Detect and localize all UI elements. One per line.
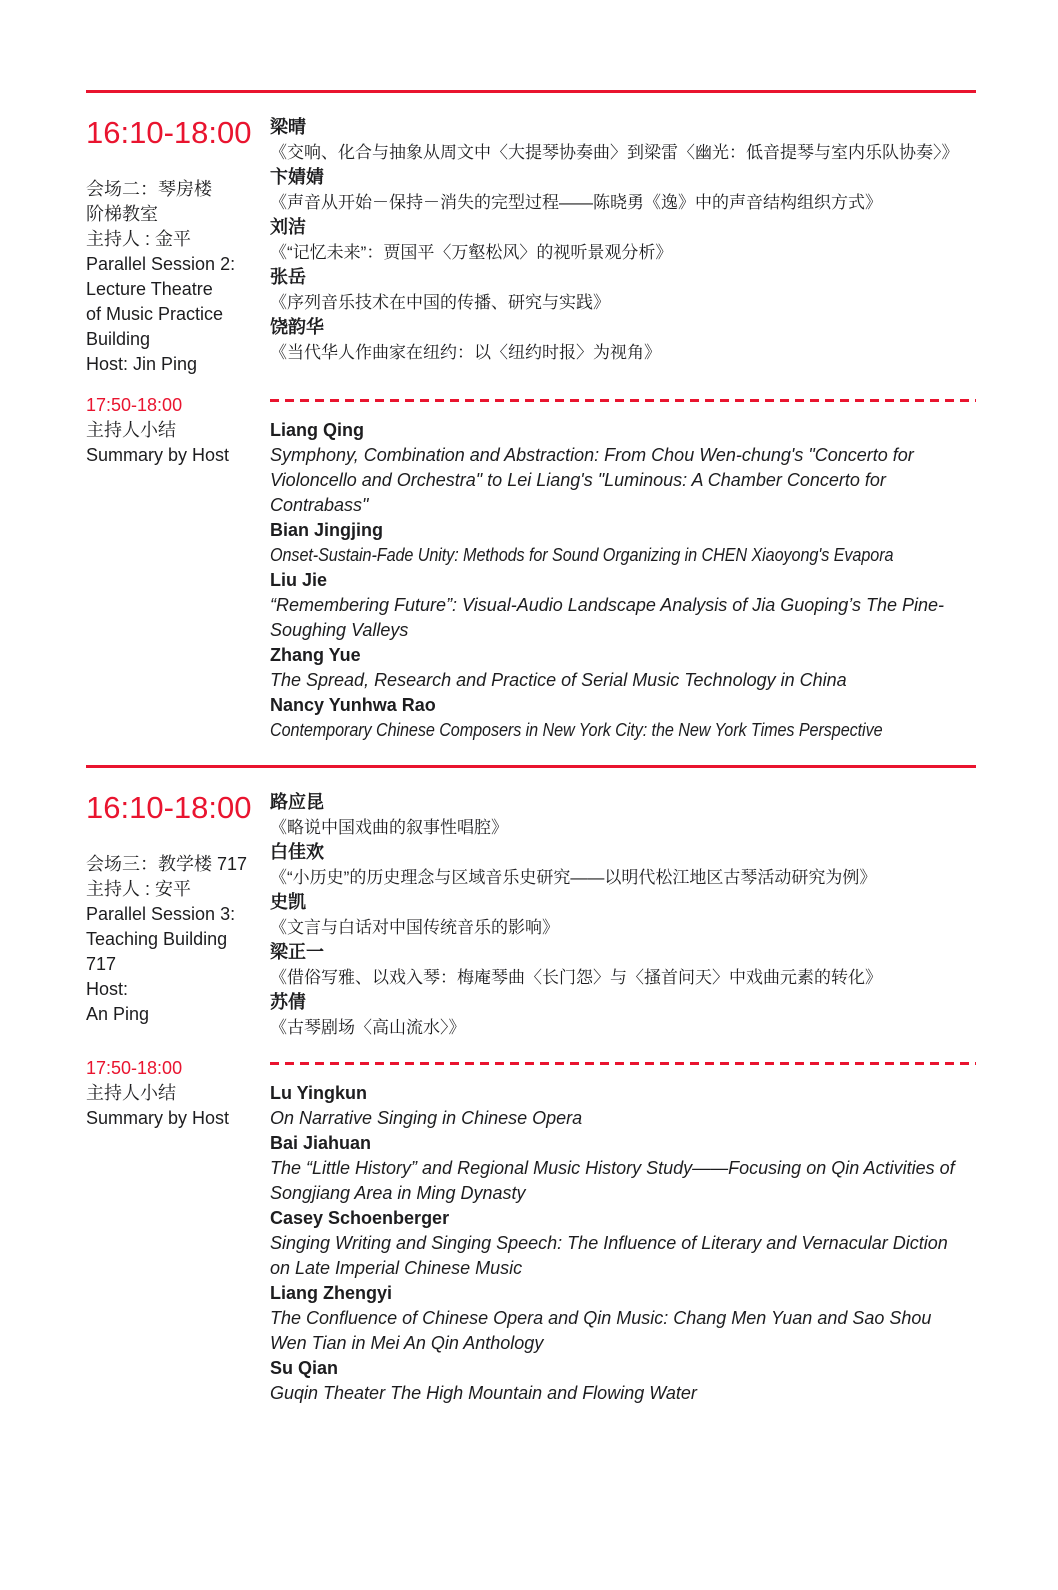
presentation-title-en xyxy=(270,668,965,693)
presenter-name-zh: 张岳 xyxy=(270,267,306,287)
presentation-title-text: On Narrative Singing in Chinese Opera xyxy=(270,1108,583,1128)
session-location-line: Building xyxy=(86,329,151,349)
presentation-title-en xyxy=(270,1156,965,1206)
summary-label-en: Summary by Host xyxy=(86,1108,230,1128)
section-divider-line xyxy=(86,90,976,93)
presentation-title-zh: 《声音从开始－保持－消失的完型过程——陈晓勇《逸》中的声音结构组织方式》 xyxy=(270,193,882,212)
presenter-name-en: Lu Yingkun xyxy=(270,1083,367,1103)
presentation-title-en xyxy=(270,593,965,643)
presenter-name-zh: 刘洁 xyxy=(270,217,306,237)
presentation-title-text: The “Little History” and Regional Music History Study——Focusing on Qin Activities of Songjiang Area in Ming Dynasty xyxy=(270,1158,955,1203)
presentation-title-zh: 《当代华人作曲家在纽约：以〈纽约时报〉为视角》 xyxy=(270,343,661,362)
session-block xyxy=(86,115,976,743)
session-main-row xyxy=(86,790,976,1040)
session-block xyxy=(86,790,976,1406)
presentations-list-en xyxy=(270,393,976,743)
presentation-title-text: “Remembering Future”: Visual-Audio Landscape Analysis of Jia Guoping’s The Pine-Soughing Valleys xyxy=(270,595,945,640)
session-time: 16:10-18:00 xyxy=(86,115,252,150)
session-location xyxy=(86,852,270,1027)
presenter-name-en: Liang Qing xyxy=(270,420,364,440)
presentation-title-text: Guqin Theater The High Mountain and Flowing Water xyxy=(270,1383,697,1403)
summary-label-zh: 主持人小结 xyxy=(86,1083,176,1103)
session-location xyxy=(86,177,270,377)
presentation-title-en xyxy=(270,1106,965,1131)
presentation-title-zh: 《交响、化合与抽象从周文中〈大提琴协奏曲〉到梁雷〈幽光：低音提琴与室内乐队协奏〉》 xyxy=(270,143,959,162)
presenter-name-en: Zhang Yue xyxy=(270,645,361,665)
session-location-line: Parallel Session 2: xyxy=(86,254,236,274)
session-info-column xyxy=(86,790,270,1027)
presentation-title-text: The Confluence of Chinese Opera and Qin Music: Chang Men Yuan and Sao Shou Wen Tian in Mei An Qin Anthology xyxy=(270,1308,932,1353)
summary-time: 17:50-18:00 xyxy=(86,395,183,415)
presentations-list-zh xyxy=(270,115,976,365)
session-info-column xyxy=(86,115,270,377)
session-location-line: 阶梯教室 xyxy=(86,204,158,224)
presentation-title-text: The Spread, Research and Practice of Serial Music Technology in China xyxy=(270,670,847,690)
presenter-name-zh: 梁正一 xyxy=(270,942,324,962)
summary-label-zh: 主持人小结 xyxy=(86,420,176,440)
presentation-title-zh: 《“小历史”的历史理念与区域音乐史研究——以明代松江地区古琴活动研究为例》 xyxy=(270,868,877,887)
presentation-title-text: Onset-Sustain-Fade Unity: Methods for Sound Organizing in CHEN Xiaoyong's Evapora xyxy=(270,545,894,565)
presentation-title-zh: 《略说中国戏曲的叙事性唱腔》 xyxy=(270,818,508,837)
session-location-line: 717 xyxy=(86,954,117,974)
summary-info-column xyxy=(86,1056,270,1131)
summary-label-en: Summary by Host xyxy=(86,445,230,465)
presentation-title-text: Symphony, Combination and Abstraction: From Chou Wen-chung's "Concerto for Violoncello and Orchestra" to Lei Liang's "Luminous: A Chamber Concerto for Contrabass" xyxy=(270,445,914,515)
presenter-name-en: Bian Jingjing xyxy=(270,520,384,540)
dashed-divider-line xyxy=(270,1062,976,1065)
session-summary-row xyxy=(86,393,976,743)
session-location-line: Parallel Session 3: xyxy=(86,904,236,924)
presenter-name-zh: 苏倩 xyxy=(270,992,306,1012)
presenter-name-en: Bai Jiahuan xyxy=(270,1133,372,1153)
session-location-line: 主持人 : 金平 xyxy=(86,229,192,249)
presenter-name-en: Casey Schoenberger xyxy=(270,1208,450,1228)
presentation-title-zh: 《借俗写雅、以戏入琴：梅庵琴曲〈长门怨〉与〈搔首问天〉中戏曲元素的转化》 xyxy=(270,968,882,987)
presenter-name-en: Su Qian xyxy=(270,1358,339,1378)
session-location-line: Host: xyxy=(86,979,129,999)
presentation-title-en xyxy=(270,1306,965,1356)
section-divider-line xyxy=(86,765,976,768)
session-location-line: 会场二：琴房楼 xyxy=(86,179,212,199)
presenter-name-zh: 卞婧婧 xyxy=(270,167,324,187)
presenter-name-zh: 饶韵华 xyxy=(270,317,324,337)
session-location-line: 会场三：教学楼 717 xyxy=(86,854,248,874)
conference-program-page xyxy=(86,90,976,1406)
presenter-name-en: Liu Jie xyxy=(270,570,328,590)
presentations-list-en xyxy=(270,1056,976,1406)
summary-time: 17:50-18:00 xyxy=(86,1058,183,1078)
presenter-name-zh: 史凯 xyxy=(270,892,306,912)
session-location-line: Teaching Building xyxy=(86,929,228,949)
session-time: 16:10-18:00 xyxy=(86,790,252,825)
presentation-title-en xyxy=(270,1381,965,1406)
presentation-title-text: Singing Writing and Singing Speech: The Influence of Literary and Vernacular Diction on Late Imperial Chinese Music xyxy=(270,1233,948,1278)
session-location-line: 主持人 : 安平 xyxy=(86,879,192,899)
session-location-line: Host: Jin Ping xyxy=(86,354,198,374)
session-location-line: of Music Practice xyxy=(86,304,224,324)
session-location-line: Lecture Theatre xyxy=(86,279,213,299)
presentation-title-text: Contemporary Chinese Composers in New York City: the New York Times Perspective xyxy=(270,720,883,740)
session-main-row xyxy=(86,115,976,377)
session-location-line: An Ping xyxy=(86,1004,150,1024)
presentation-title-zh: 《古琴剧场〈高山流水〉》 xyxy=(270,1018,466,1037)
presentation-title-en xyxy=(270,443,965,518)
presentation-title-en xyxy=(270,543,976,568)
summary-info-column xyxy=(86,393,270,468)
presenter-name-en: Liang Zhengyi xyxy=(270,1283,393,1303)
presentation-title-zh: 《文言与白话对中国传统音乐的影响》 xyxy=(270,918,559,937)
presentation-title-zh: 《“记忆未来”：贾国平〈万壑松风〉的视听景观分析》 xyxy=(270,243,673,262)
presenter-name-en: Nancy Yunhwa Rao xyxy=(270,695,436,715)
session-summary-row xyxy=(86,1056,976,1406)
dashed-divider-line xyxy=(270,399,976,402)
presenter-name-zh: 路应昆 xyxy=(270,792,324,812)
presentation-title-en xyxy=(270,718,976,743)
presentation-title-en xyxy=(270,1231,965,1281)
presenter-name-zh: 白佳欢 xyxy=(270,842,324,862)
presentation-title-zh: 《序列音乐技术在中国的传播、研究与实践》 xyxy=(270,293,610,312)
presenter-name-zh: 梁晴 xyxy=(270,117,306,137)
presentations-list-zh xyxy=(270,790,976,1040)
